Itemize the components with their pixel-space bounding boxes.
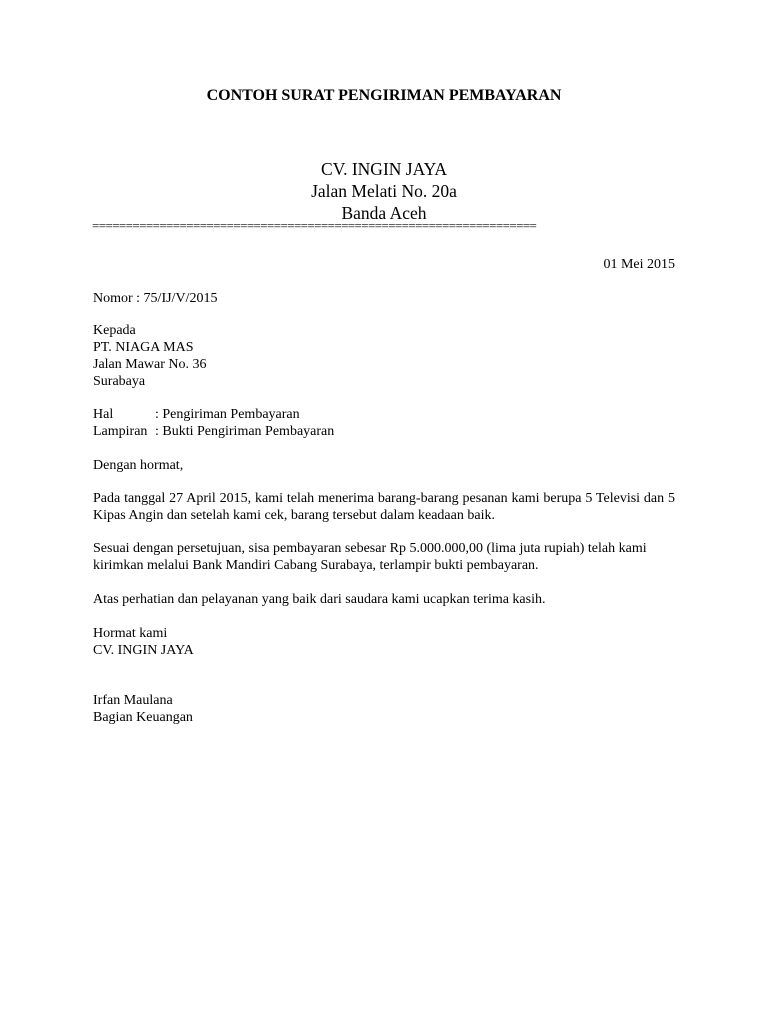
- recipient-city: Surabaya: [93, 374, 146, 389]
- body-paragraph-2: Sesuai dengan persetujuan, sisa pembayaran sebesar Rp 5.000.000,00 (lima juta rupiah) telah kami kirimkan melalui Bank Mandiri Cabang Surabaya, terlampir bukti pembayaran.: [93, 541, 647, 573]
- subject-row: [93, 406, 300, 423]
- attachment-row: [93, 423, 334, 440]
- signer-name: Irfan Maulana: [93, 693, 173, 708]
- letterhead-street: Jalan Melati No. 20a: [311, 181, 457, 201]
- attachment-value: : Bukti Pengiriman Pembayaran: [155, 424, 335, 439]
- letter-date: 01 Mei 2015: [603, 257, 675, 272]
- recipient-salutation: Kepada: [93, 323, 136, 338]
- closing-company: CV. INGIN JAYA: [93, 643, 194, 658]
- letter-number: Nomor : 75/IJ/V/2015: [93, 291, 218, 306]
- signer-title: Bagian Keuangan: [93, 710, 193, 725]
- letterhead-divider: ==================================================================: [92, 218, 537, 233]
- recipient-street: Jalan Mawar No. 36: [93, 357, 207, 372]
- greeting: Dengan hormat,: [93, 458, 184, 473]
- closing-phrase: Hormat kami: [93, 626, 168, 641]
- subject-label: Hal: [93, 407, 114, 422]
- recipient-name: PT. NIAGA MAS: [93, 340, 194, 355]
- body-paragraph-1: Pada tanggal 27 April 2015, kami telah menerima barang-barang pesanan kami berupa 5 Televisi dan 5 Kipas Angin dan setelah kami cek, barang tersebut dalam keadaan baik.: [93, 491, 675, 523]
- attachment-label: Lampiran: [93, 424, 148, 439]
- letterhead-city: Banda Aceh: [341, 203, 427, 223]
- subject-value: : Pengiriman Pembayaran: [155, 407, 300, 422]
- body-paragraph-3: Atas perhatian dan pelayanan yang baik dari saudara kami ucapkan terima kasih.: [93, 592, 546, 607]
- document-title: CONTOH SURAT PENGIRIMAN PEMBAYARAN: [206, 87, 562, 104]
- letterhead-company: CV. INGIN JAYA: [321, 159, 447, 179]
